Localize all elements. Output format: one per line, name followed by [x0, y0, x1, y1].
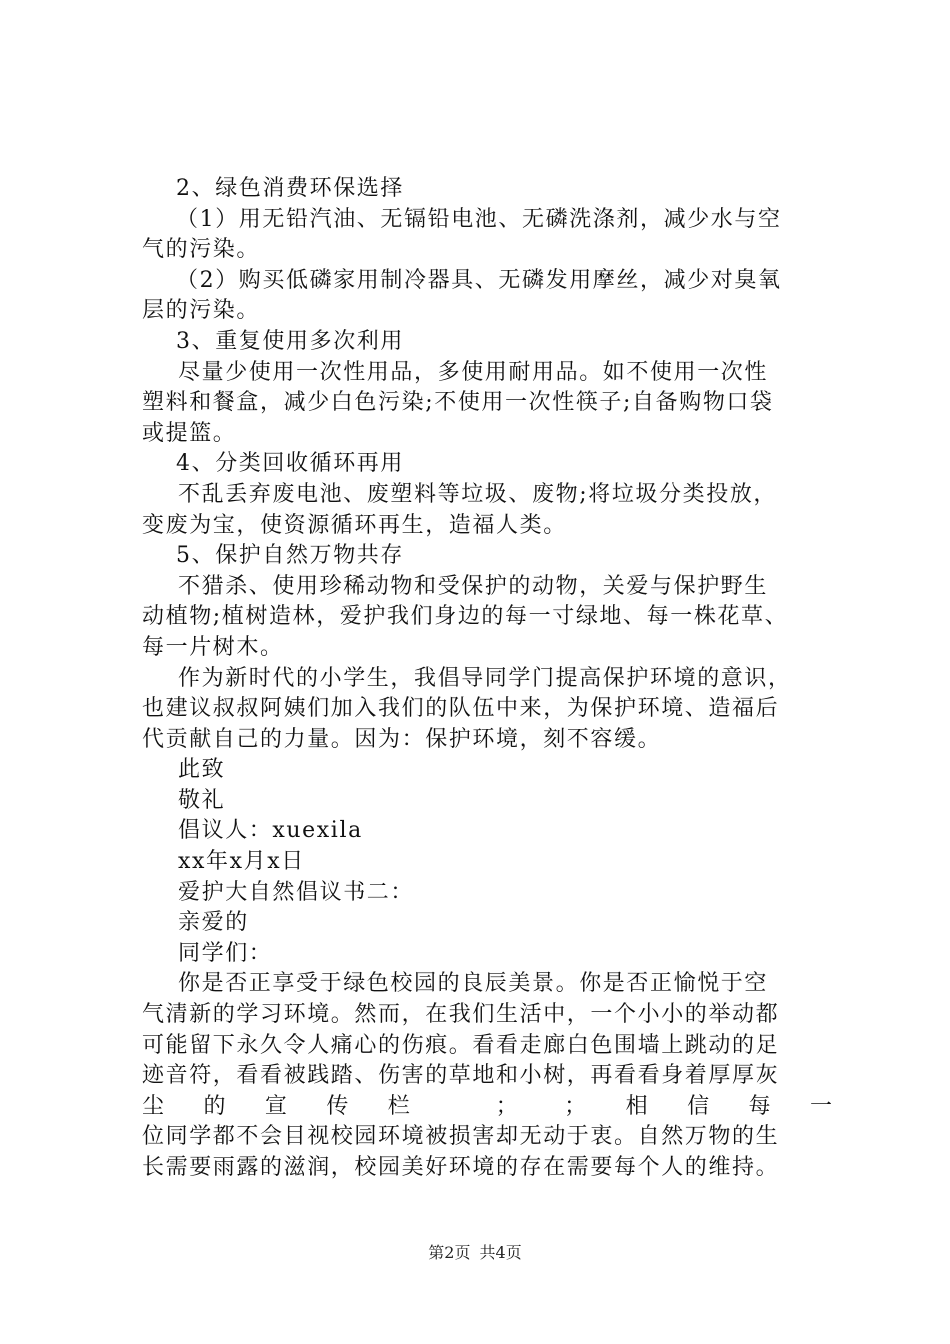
paragraph-line: 可能留下永久令人痛心的伤痕。看看走廊白色围墙上跳动的足: [142, 1032, 780, 1058]
document-body: [142, 174, 832, 1184]
paragraph-line: 塑料和餐盒，减少白色污染;不使用一次性筷子;自备购物口袋: [142, 390, 774, 416]
paragraph-line: 不猎杀、使用珍稀动物和受保护的动物，关爱与保护野生: [178, 573, 769, 599]
closing-line: 此致: [178, 757, 226, 783]
paragraph-line: 也建议叔叔阿姨们加入我们的队伍中来，为保护环境、造福后: [142, 696, 780, 722]
paragraph-line: 你是否正享受于绿色校园的良辰美景。你是否正愉悦于空: [178, 971, 769, 997]
paragraph-line: 位同学都不会目视校园环境被损害却无动于衷。自然万物的生: [142, 1124, 780, 1150]
paragraph-line: 层的污染。: [142, 298, 261, 324]
paragraph-line: （2）购买低磷家用制冷器具、无磷发用摩丝，减少对臭氧: [176, 267, 782, 293]
paragraph-line: 动植物;植树造林，爱护我们身边的每一寸绿地、每一株花草、: [142, 604, 789, 630]
spread-segment: ；相信每一: [564, 1093, 832, 1119]
section-heading: 5、保护自然万物共存: [176, 543, 404, 569]
spread-segment: 尘的宣传栏: [142, 1093, 450, 1119]
paragraph-line-spread: [142, 1092, 832, 1123]
paragraph-line: 代贡献自己的力量。因为：保护环境，刻不容缓。: [142, 726, 662, 752]
signature-line: 倡议人：xuexila: [178, 818, 363, 844]
section-heading: 2、绿色消费环保选择: [176, 176, 404, 201]
paragraph-line: 迹音符，看看被践踏、伤害的草地和小树，再看看身着厚厚灰: [142, 1063, 780, 1089]
salutation-line: 同学们：: [178, 940, 273, 966]
page-total: 共4页: [479, 1243, 522, 1262]
paragraph-line: 长需要雨露的滋润，校园美好环境的存在需要每个人的维持。: [142, 1155, 780, 1180]
section-heading: 4、分类回收循环再用: [176, 451, 404, 477]
paragraph-line: 或提篮。: [142, 420, 237, 446]
paragraph-line: 气清新的学习环境。然而，在我们生活中，一个小小的举动都: [142, 1002, 780, 1028]
spread-segment: ；: [495, 1093, 518, 1119]
paragraph-line: 尽量少使用一次性用品，多使用耐用品。如不使用一次性: [178, 359, 769, 385]
section-heading: 3、重复使用多次利用: [176, 328, 404, 354]
paragraph-line: 作为新时代的小学生，我倡导同学门提高保护环境的意识，: [178, 665, 792, 691]
date-line: xx年x月x日: [178, 849, 305, 875]
salutation-line: 亲爱的: [178, 910, 249, 936]
page-number: 第2页: [428, 1243, 471, 1262]
paragraph-line: 每一片树木。: [142, 634, 284, 660]
subtitle-line: 爱护大自然倡议书二：: [178, 879, 415, 905]
paragraph-line: 不乱丢弃废电池、废塑料等垃圾、废物;将垃圾分类投放，: [178, 481, 778, 507]
paragraph-line: 变废为宝，使资源循环再生，造福人类。: [142, 512, 567, 538]
paragraph-line: 气的污染。: [142, 237, 261, 263]
page-footer: [0, 1240, 950, 1263]
closing-line: 敬礼: [178, 787, 226, 813]
paragraph-line: （1）用无铅汽油、无镉铅电池、无磷洗涤剂，减少水与空: [176, 206, 782, 232]
